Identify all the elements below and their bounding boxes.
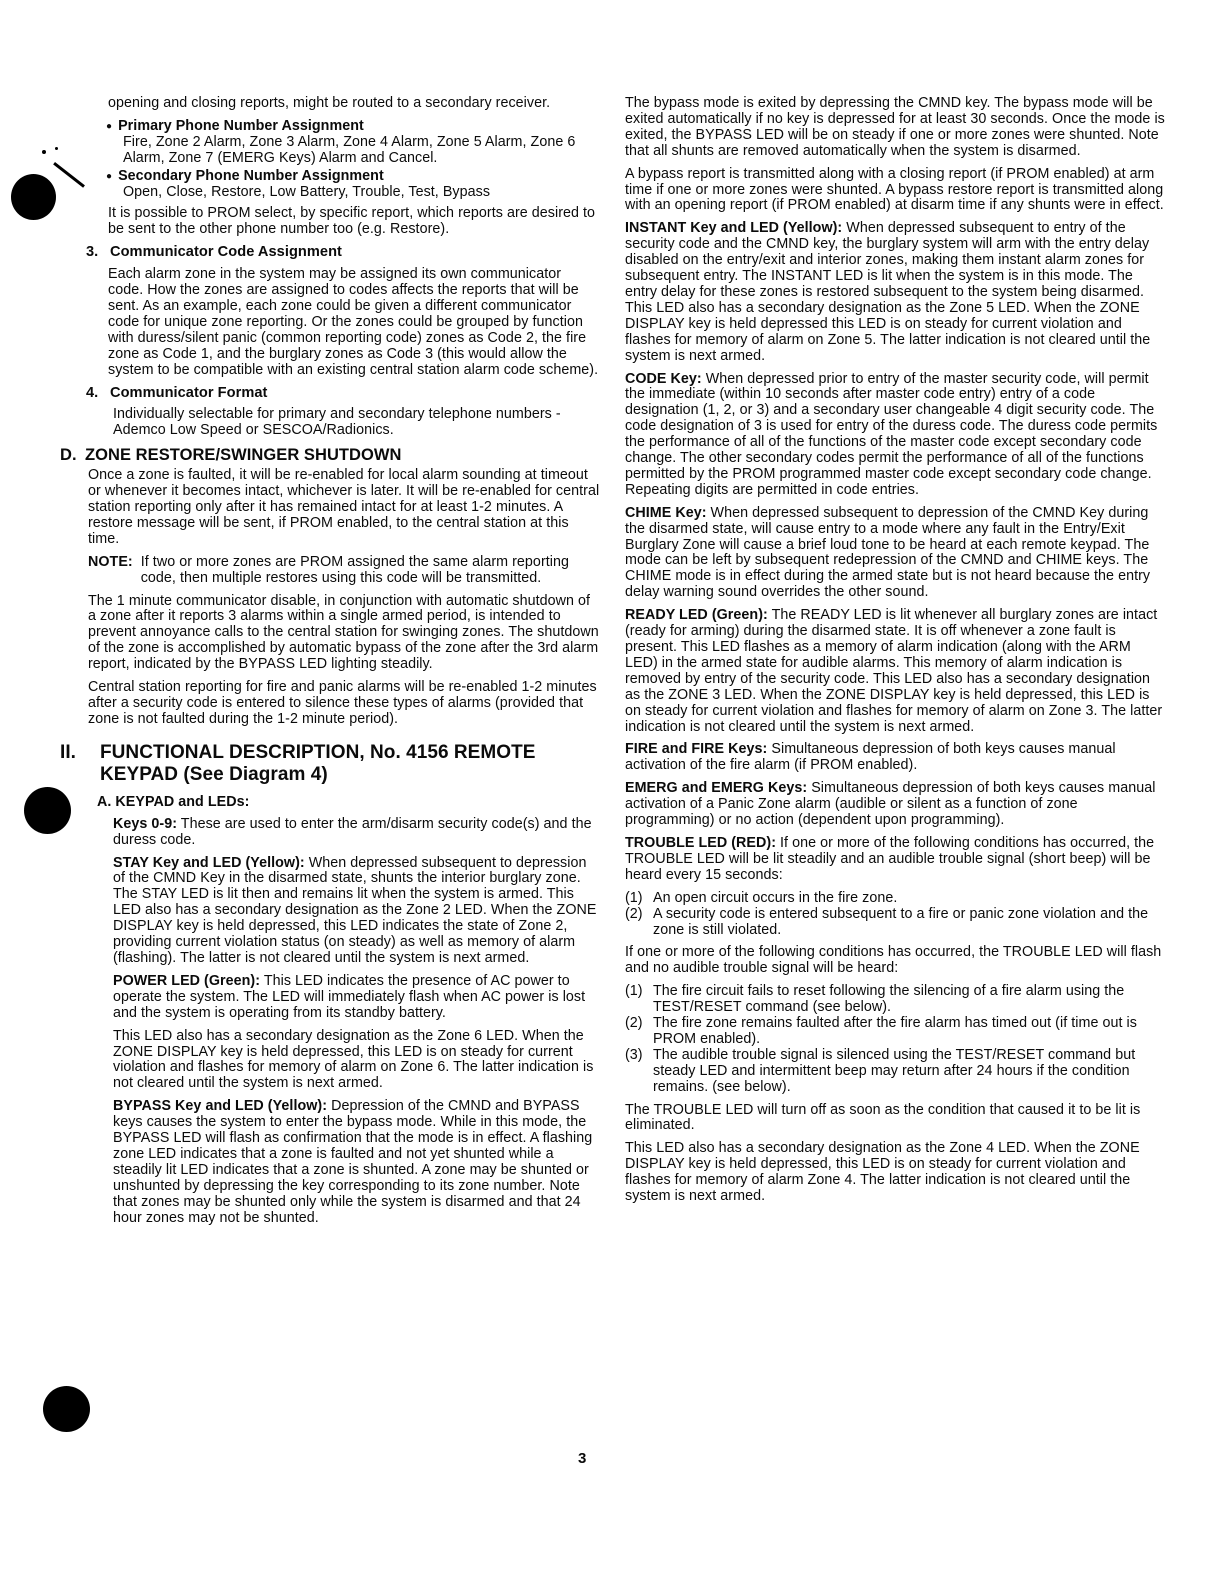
trouble-steady-list [625, 891, 1165, 939]
right-column [625, 96, 1165, 1233]
hole-punch-mark [11, 174, 56, 220]
term-text: Simultaneous depression of both keys causes manual activation of a Panic Zone alarm (audible or silent as a function of zone programming) or no action (dependent upon programming). [625, 780, 1156, 829]
term-label: CODE Key: [625, 370, 702, 387]
hole-punch-mark [24, 787, 71, 834]
list-item-number: (3) [625, 1046, 643, 1063]
page-number: 3 [578, 1450, 587, 1467]
heading-functional-description [60, 742, 600, 786]
paragraph-code-assignment: Each alarm zone in the system may be assigned its own communicator code. How the zones are assigned to codes affects the reports that will be sent. As an example, each zone could be given a different communicator code for unique zone reporting. Or the zones could be grouped by function with duress/silent panic (common reporting code) zones as Code 2, the fire zone as Code 1, and the burglary zones as Code 3 (this would allow the system to be compatible with an existing central station alarm code scheme). [108, 266, 599, 378]
heading-communicator-code-assignment [86, 245, 600, 261]
bullet-item-secondary-phone [106, 169, 600, 201]
term-label: BYPASS Key and LED (Yellow): [113, 1098, 328, 1115]
bullet-icon [106, 168, 118, 184]
paragraph-swinger-shutdown: The 1 minute communicator disable, in conjunction with automatic shutdown of a zone after it reports 3 alarms within a single armed period, is intended to prevent annoyance calls to the central station for swinging zones. The shutdown of the zone is accomplished by automatic bypass of the zone after the 3rd alarm report, indicated by the BYPASS LED lighting steadily. [88, 592, 599, 673]
term-label: READY LED (Green): [625, 607, 768, 624]
list-item-number: (2) [625, 1015, 643, 1032]
list-item-number: (1) [625, 889, 643, 906]
paragraph-prom-select: It is possible to PROM select, by specific report, which reports are desired to be sent to the other phone number too (e.g. Restore). [108, 205, 596, 238]
bullet-item-primary-phone [106, 119, 600, 167]
list-item-number: (1) [625, 983, 643, 1000]
heading-number: 3. [86, 244, 99, 261]
paragraph-bypass-report: A bypass report is transmitted along with a closing report (if PROM enabled) at arm time if one or more zones were shunted. A bypass restore report is transmitted along with an opening report (if PROM enabled) at disarm time if any shunts were in effect. [625, 165, 1164, 214]
list-item-text: An open circuit occurs in the fire zone. [653, 889, 898, 906]
heading-text: ZONE RESTORE/SWINGER SHUTDOWN [85, 446, 402, 465]
bullet-body: Open, Close, Restore, Low Battery, Trouble, Test, Bypass [123, 183, 491, 200]
paragraph-bypass-key [113, 1099, 600, 1226]
term-text: The READY LED is lit whenever all burglary zones are intact (ready for arming) during the disarmed state. It is off whenever a zone fault is present. This LED flashes as a memory of alarm indication (along with the ARM LED) in the armed state for audible alarms. This memory of alarm indication is removed by entry of the security code. This LED also has a secondary designation as the ZONE 3 LED. When the ZONE DISPLAY key is held depressed, this LED is on steady for current violation and flashes for memory of alarm on Zone 3. The latter indication is not cleared until the system is next armed. [625, 607, 1163, 735]
term-text: When depressed subsequent to depression of the CMND Key during the disarmed state, will cause entry to a mode where any fault in the Entry/Exit Burglary Zone will cause a brief loud tone to be heard at each remote keypad. The mode can be left by subsequent redepression of the CMND and CHIME keys. The CHIME mode is in effect during the armed state but is not heard because the entry delay warning sound overrides the other sound. [625, 504, 1151, 601]
paragraph-instant-key [625, 221, 1165, 364]
list-item-number: (2) [625, 905, 643, 922]
hole-punch-mark [43, 1386, 90, 1432]
list-item-text: The audible trouble signal is silenced using the TEST/RESET command but steady LED and intermittent beep may return after 24 hours if the condition remains. (see below). [653, 1046, 1136, 1095]
heading-text: Communicator Format [110, 384, 268, 401]
bullet-body: Fire, Zone 2 Alarm, Zone 3 Alarm, Zone 4 Alarm, Zone 5 Alarm, Zone 6 Alarm, Zone 7 (EMERG Keys) Alarm and Cancel. [123, 133, 576, 166]
scan-artifact-dot [42, 150, 46, 154]
scan-artifact-dot [55, 147, 58, 150]
bullet-title-text: Secondary Phone Number Assignment [118, 167, 384, 184]
paragraph-fire-keys [625, 742, 1165, 774]
term-label: CHIME Key: [625, 504, 707, 521]
note-label: NOTE: [88, 553, 133, 570]
term-text: Simultaneous depression of both keys causes manual activation of the fire alarm (if PROM enabled). [625, 741, 1116, 774]
paragraph-trouble-off: The TROUBLE LED will turn off as soon as the condition that caused it to be lit is eliminated. [625, 1101, 1141, 1134]
list-item [625, 1048, 1165, 1096]
term-text: When depressed subsequent to depression of the CMND Key in the disarmed state, shunts the interior burglary zone. The STAY LED is lit then and remains lit when the system is armed. This LED also has a secondary designation as the Zone 2 LED. When the ZONE DISPLAY key is held depressed, this LED indicates the state of Zone 2, providing current violation status (on steady) as well as memory of alarm (flashing). The latter is not cleared until the system is next armed. [113, 854, 597, 966]
paragraph-zone6-led: This LED also has a secondary designation as the Zone 6 LED. When the ZONE DISPLAY key is held depressed, this LED is on steady for current violation and flashes for memory of alarm on Zone 6. The latter indication is not cleared until the system is next armed. [113, 1027, 594, 1092]
term-text: These are used to enter the arm/disarm security code(s) and the duress code. [113, 815, 592, 848]
note-block [88, 555, 600, 587]
bullet-title-text: Primary Phone Number Assignment [118, 117, 364, 134]
paragraph-zone-restore: Once a zone is faulted, it will be re-enabled for local alarm sounding at timeout or whenever it becomes intact, whichever is later. It will be re-enabled for central station reporting only after it has remained intact for at least 1-2 minutes. A restore message will be sent, if PROM enabled, to the central station at this time. [88, 467, 600, 547]
trouble-flash-list [625, 984, 1165, 1095]
paragraph-bypass-exit: The bypass mode is exited by depressing the CMND key. The bypass mode will be exited automatically if no key is depressed for at least 30 seconds. Once the mode is exited, the BYPASS LED will be on steady if one or more zones were shunted. Note that all shunts are removed automatically when the system is disarmed. [625, 95, 1165, 159]
heading-keypad-and-leds: A. KEYPAD and LEDs: [97, 793, 250, 810]
paragraph-trouble-led [625, 836, 1165, 884]
heading-text: Communicator Code Assignment [110, 244, 342, 261]
paragraph-power-led [113, 974, 600, 1022]
paragraph-communicator-format: Individually selectable for primary and secondary telephone numbers - Ademco Low Speed or SESCOA/Radionics. [113, 406, 561, 439]
heading-line-2: KEYPAD (See Diagram 4) [100, 763, 328, 785]
list-item [625, 1016, 1165, 1048]
note-text: If two or more zones are PROM assigned the same alarm reporting code, then multiple restores using this code will be transmitted. [140, 553, 569, 586]
heading-number: 4. [86, 384, 99, 401]
paragraph-ready-led [625, 608, 1165, 735]
scan-artifact-line [53, 162, 85, 188]
term-label: TROUBLE LED (RED): [625, 834, 777, 851]
left-column [60, 95, 600, 1233]
list-item-text: The fire zone remains faulted after the fire alarm has timed out (if time out is PROM enabled). [653, 1015, 1137, 1047]
term-text: Depression of the CMND and BYPASS keys causes the system to enter the bypass mode. While in this mode, the BYPASS LED will flash as confirmation that the mode is in effect. A flashing zone LED indicates that a zone is faulted and not yet shunted while a steadily lit LED indicates that a zone is shunted. A zone may be shunted or unshunted by depressing the key corresponding to its zone number. Note that zones may be shunted only while the system is disarmed and that 24 hour zones may not be shunted. [113, 1098, 593, 1226]
term-label: Keys 0-9: [113, 815, 178, 832]
list-item-text: The fire circuit fails to reset following the silencing of a fire alarm using the TEST/RESET command (see below). [653, 983, 1125, 1016]
paragraph-chime-key [625, 506, 1165, 601]
term-label: POWER LED (Green): [113, 972, 261, 989]
list-item [625, 907, 1165, 939]
paragraph-keys-0-9 [113, 817, 600, 849]
heading-number: II. [60, 741, 76, 763]
heading-text [100, 742, 535, 786]
paragraph-central-station: Central station reporting for fire and panic alarms will be re-enabled 1-2 minutes after a security code is entered to silence these types of alarms (provided that zone is not faulted during the 1-2 minute period). [88, 679, 597, 727]
paragraph-intro: opening and closing reports, might be routed to a secondary receiver. [108, 95, 551, 111]
heading-line-1: FUNCTIONAL DESCRIPTION, No. 4156 REMOTE [100, 741, 536, 763]
heading-communicator-format [86, 386, 600, 402]
term-text: This LED indicates the presence of AC power to operate the system. The LED will immediately flash when AC power is lost and the system is operating from its standby battery. [113, 972, 586, 1021]
term-label: EMERG and EMERG Keys: [625, 780, 808, 797]
paragraph-code-key [625, 372, 1165, 499]
paragraph-stay-key [113, 856, 600, 967]
term-text: When depressed prior to entry of the master security code, will permit the immediate (within 10 seconds after master code entry) entry of a code designation (1, 2, or 3) and a secondary user changeable 4 digit security code. The code designation of 3 is used for entry of the duress code. The duress code permits the performance of all of the functions of the master code except secondary code change. The other secondary codes permit the performance of all of the functions permitted by the PROM programmed master code except secondary code change. Repeating digits are permitted in code entries. [625, 370, 1158, 498]
paragraph-emerg-keys [625, 781, 1165, 829]
term-label: FIRE and FIRE Keys: [625, 741, 768, 758]
term-text: If one or more of the following conditions has occurred, the TROUBLE LED will be lit steadily and an audible trouble signal (short beep) will be heard every 15 seconds: [625, 834, 1155, 883]
term-label: STAY Key and LED (Yellow): [113, 854, 305, 871]
paragraph-zone4-led: This LED also has a secondary designation as the Zone 4 LED. When the ZONE DISPLAY key is held depressed, this LED is on steady for current violation and flashes for memory of alarm Zone 4. The latter indication is not cleared until the system is next armed. [625, 1140, 1140, 1205]
term-label: INSTANT Key and LED (Yellow): [625, 220, 843, 237]
heading-number: D. [60, 446, 77, 465]
paragraph-trouble-flash-intro: If one or more of the following conditions has occurred, the TROUBLE LED will flash and no audible trouble signal will be heard: [625, 944, 1162, 977]
bullet-title [106, 169, 600, 185]
bullet-icon [106, 118, 118, 134]
list-item-text: A security code is entered subsequent to a fire or panic zone violation and the zone is still violated. [653, 905, 1149, 938]
bullet-title [106, 119, 600, 135]
two-column-text [60, 95, 1165, 1233]
list-item [625, 984, 1165, 1016]
heading-zone-restore [60, 446, 600, 464]
term-text: When depressed subsequent to entry of the security code and the CMND key, the burglary system will arm with the entry delay disabled on the entry/exit and interior zones, making them instant alarm zones for subsequent entry. The INSTANT LED is lit when the system is in this mode. The entry delay for these zones is restored subsequent to the system being disarmed. This LED also has a secondary designation as the Zone 5 LED. When the ZONE DISPLAY key is held depressed this LED is on steady for current violation and flashes for memory of alarm on Zone 5. The latter indication is not cleared until the system is next armed. [625, 220, 1151, 364]
list-item [625, 891, 1165, 907]
